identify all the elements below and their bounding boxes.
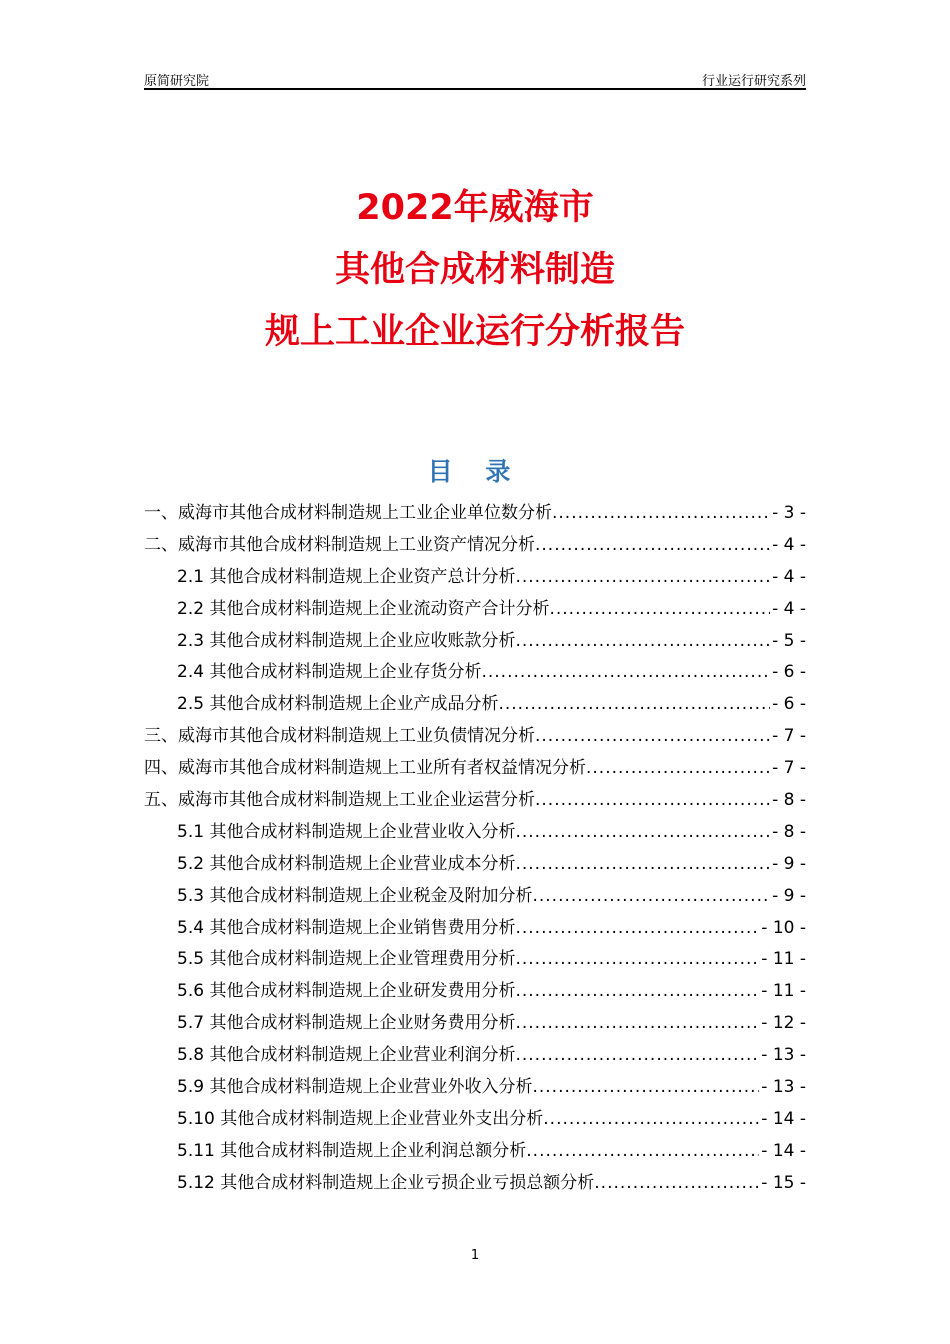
toc-leader-dots (535, 530, 770, 562)
toc-leader-dots (532, 881, 770, 913)
toc-entry-page: - 13 - (761, 1077, 806, 1098)
toc-leader-dots (586, 753, 770, 785)
toc-entry[interactable] (144, 1008, 806, 1040)
toc-entry-text: 5.9 其他合成材料制造规上企业营业外收入分析 (177, 1077, 533, 1098)
toc-entry-page: - 6 - (772, 694, 806, 715)
toc-leader-dots (535, 785, 770, 817)
toc-entry[interactable] (144, 689, 806, 721)
toc-entry-page: - 6 - (772, 662, 806, 683)
toc-entry-text: 5.11 其他合成材料制造规上企业利润总额分析 (177, 1140, 527, 1161)
toc-leader-dots (552, 498, 770, 530)
toc-leader-dots (526, 1136, 759, 1168)
toc-entry[interactable] (144, 721, 806, 753)
toc-entry-text: 2.1 其他合成材料制造规上企业资产总计分析 (177, 566, 516, 587)
toc-entry-page: - 10 - (761, 917, 806, 938)
toc-entry[interactable] (144, 849, 806, 881)
toc-entry-text: 二、威海市其他合成材料制造规上工业资产情况分析 (144, 534, 535, 555)
toc-entry[interactable] (144, 753, 806, 785)
toc-heading: 目 录 (427, 457, 523, 486)
toc-entry-text: 2.5 其他合成材料制造规上企业产成品分析 (177, 694, 499, 715)
toc-leader-dots (515, 849, 770, 881)
toc-leader-dots (515, 562, 770, 594)
toc-leader-dots (535, 721, 770, 753)
toc-entry[interactable] (144, 657, 806, 689)
toc-leader-dots (515, 1040, 759, 1072)
toc-entry[interactable] (144, 976, 806, 1008)
toc-entry-page: - 7 - (772, 726, 806, 747)
toc-entry-text: 5.6 其他合成材料制造规上企业研发费用分析 (177, 981, 516, 1002)
toc-entry[interactable] (144, 1040, 806, 1072)
report-title-line-2: 其他合成材料制造 (334, 250, 615, 290)
toc-entry-page: - 11 - (761, 949, 806, 970)
toc-entry-page: - 14 - (761, 1140, 806, 1161)
toc-leader-dots (515, 817, 770, 849)
toc-entry[interactable] (144, 594, 806, 626)
toc-entry-page: - 3 - (772, 503, 806, 523)
toc-entry-text: 5.10 其他合成材料制造规上企业营业外支出分析 (177, 1108, 544, 1129)
toc-entry-text: 5.8 其他合成材料制造规上企业营业利润分析 (177, 1045, 516, 1066)
header-org: 原简研究院 (144, 74, 210, 89)
toc-entry-text: 5.5 其他合成材料制造规上企业管理费用分析 (177, 949, 516, 970)
toc-entry-text: 5.7 其他合成材料制造规上企业财务费用分析 (177, 1013, 516, 1034)
toc-entry-page: - 12 - (761, 1013, 806, 1034)
toc-entry-page: - 9 - (772, 885, 806, 906)
toc-entry-page: - 9 - (772, 853, 806, 874)
toc-entry-text: 5.3 其他合成材料制造规上企业税金及附加分析 (177, 885, 533, 906)
toc-entry-text: 三、威海市其他合成材料制造规上工业负债情况分析 (144, 726, 535, 747)
toc-entry-text: 5.12 其他合成材料制造规上企业亏损企业亏损总额分析 (177, 1172, 595, 1193)
toc-entry-page: - 4 - (772, 534, 806, 555)
toc-entry[interactable] (144, 626, 806, 658)
toc-entry-text: 四、威海市其他合成材料制造规上工业所有者权益情况分析 (144, 758, 586, 779)
toc-entry[interactable] (144, 562, 806, 594)
toc-leader-dots (515, 913, 759, 945)
report-title-line-1: 2022年威海市 (356, 188, 594, 228)
toc-entry[interactable] (144, 913, 806, 945)
toc-leader-dots (481, 657, 770, 689)
toc-leader-dots (498, 689, 770, 721)
toc-leader-dots (515, 1008, 759, 1040)
toc-entry[interactable] (144, 1136, 806, 1168)
toc-entry-page: - 5 - (772, 630, 806, 651)
toc-leader-dots (549, 594, 770, 626)
toc-entry-text: 5.1 其他合成材料制造规上企业营业收入分析 (177, 821, 516, 842)
report-title-line-3: 规上工业企业运行分析报告 (264, 312, 685, 352)
toc-entry-page: - 11 - (761, 981, 806, 1002)
toc-entry-text: 一、威海市其他合成材料制造规上工业企业单位数分析 (144, 503, 552, 523)
toc-leader-dots (594, 1168, 759, 1200)
toc-entry-page: - 14 - (761, 1108, 806, 1129)
toc-entry-text: 五、威海市其他合成材料制造规上工业企业运营分析 (144, 790, 535, 811)
toc-entry-text: 5.4 其他合成材料制造规上企业销售费用分析 (177, 917, 516, 938)
toc-entry-page: - 15 - (761, 1172, 806, 1193)
toc-entry-text: 2.4 其他合成材料制造规上企业存货分析 (177, 662, 482, 683)
toc-entry[interactable] (144, 1168, 806, 1200)
toc-entry-page: - 13 - (761, 1045, 806, 1066)
toc-entry[interactable] (144, 817, 806, 849)
toc-entry-page: - 4 - (772, 566, 806, 587)
toc-leader-dots (515, 976, 759, 1008)
toc-entry[interactable] (144, 944, 806, 976)
toc-leader-dots (543, 1104, 759, 1136)
page-number: 1 (470, 1248, 480, 1263)
toc-entry-text: 5.2 其他合成材料制造规上企业营业成本分析 (177, 853, 516, 874)
toc-entry[interactable] (144, 785, 806, 817)
toc-entry-page: - 4 - (772, 598, 806, 619)
table-of-contents (144, 498, 806, 1200)
page-header (144, 68, 806, 90)
toc-entry-text: 2.3 其他合成材料制造规上企业应收账款分析 (177, 630, 516, 651)
toc-entry[interactable] (144, 881, 806, 913)
toc-entry[interactable] (144, 1072, 806, 1104)
toc-entry-page: - 8 - (772, 821, 806, 842)
toc-entry-page: - 7 - (772, 758, 806, 779)
header-series: 行业运行研究系列 (701, 74, 806, 89)
toc-leader-dots (515, 626, 770, 658)
toc-entry[interactable] (144, 498, 806, 530)
toc-leader-dots (515, 944, 759, 976)
toc-entry-page: - 8 - (772, 790, 806, 811)
toc-entry[interactable] (144, 530, 806, 562)
toc-entry-text: 2.2 其他合成材料制造规上企业流动资产合计分析 (177, 598, 550, 619)
toc-entry[interactable] (144, 1104, 806, 1136)
toc-leader-dots (532, 1072, 759, 1104)
